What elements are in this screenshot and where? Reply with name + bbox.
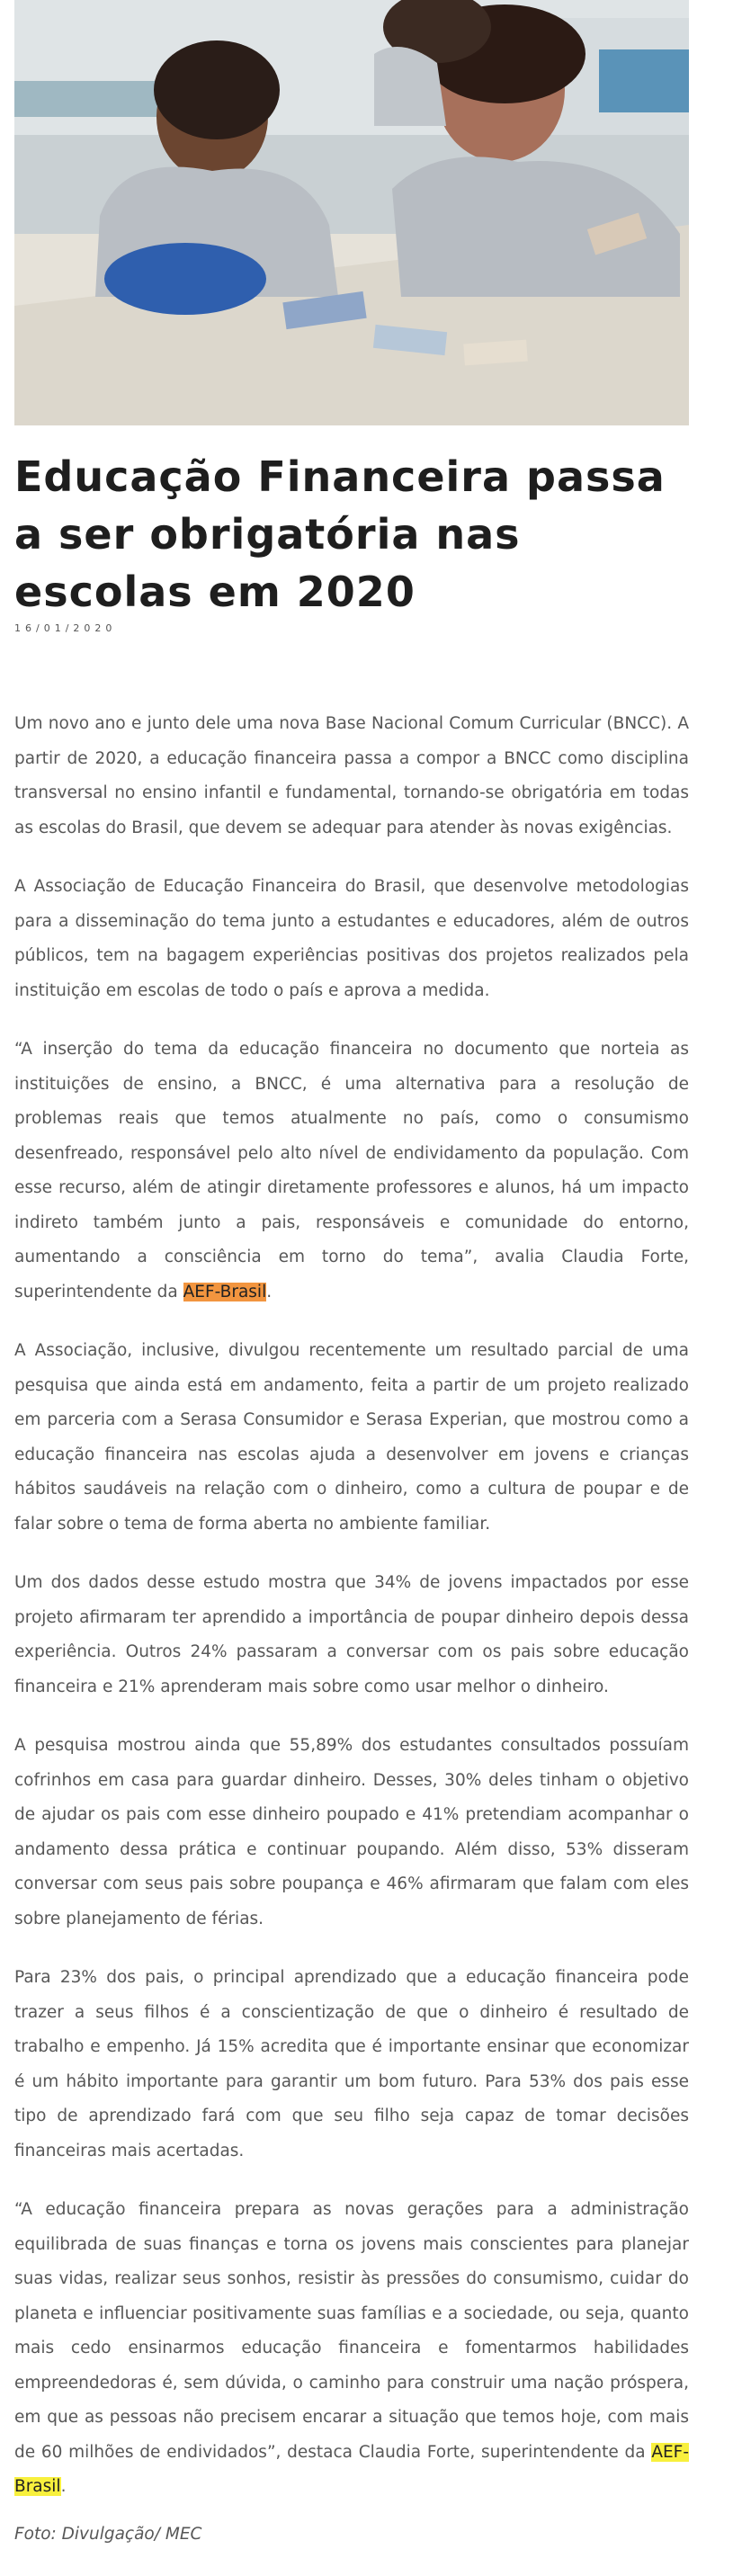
- quote-text: “A educação financeira prepara as novas gerações para a administração equilibrada de suas finanças e torna os jovens mais conscientes para planejar suas vidas, realizar seus sonhos, resistir às pressões do consumismo, cuidar do planeta e influenciar positivamente suas famílias e a sociedade, ou seja, quanto mais cedo ensinarmos educação financeira e fomentarmos habilidades empreendedoras é, sem dúvida, o caminho para construir uma nação próspera, em que as pessoas não precisem encarar a situação que temos hoje, com mais de 60 milhões de endividados”, destaca Claudia Forte, superintendente da: [14, 2200, 689, 2462]
- quote-paragraph: [14, 2193, 689, 2505]
- article-paragraph: Um dos dados desse estudo mostra que 34% de jovens impactados por esse projeto afirmaram ter aprendido a importância de poupar dinheiro depois dessa experiência. Outros 24% passaram a conversar com os pais sobre educação financeira e 21% aprenderam mais sobre como usar melhor o dinheiro.: [14, 1573, 689, 1696]
- article-paragraph: A Associação, inclusive, divulgou recentemente um resultado parcial de uma pesquisa que ainda está em andamento, feita a partir de um projeto realizado em parceria com a Serasa Consumidor e Serasa Experian, que mostrou como a educação financeira nas escolas ajuda a desenvolver em jovens e crianças hábitos saudáveis na relação com o dinheiro, como a cultura de poupar e de falar sobre o tema de forma aberta no ambiente familiar.: [14, 1341, 689, 1534]
- article-paragraph: A pesquisa mostrou ainda que 55,89% dos estudantes consultados possuíam cofrinhos em casa para guardar dinheiro. Desses, 30% deles tinham o objetivo de ajudar os pais com esse dinheiro poupado e 41% pretendiam acompanhar o andamento dessa prática e continuar poupando. Além disso, 53% disseram conversar com seus pais sobre poupança e 46% afirmaram que falam com eles sobre planejamento de férias.: [14, 1736, 689, 1928]
- article-paragraph: A Associação de Educação Financeira do Brasil, que desenvolve metodologias para a disseminação do tema junto a estudantes e educadores, além de outros públicos, tem na bagagem experiências positivas dos projetos realizados pela instituição em escolas de todo o país e aprova a medida.: [14, 877, 689, 1000]
- aef-brasil-highlight: AEF-Brasil: [14, 2442, 689, 2496]
- article-photo: [14, 0, 689, 425]
- aef-brasil-highlight: AEF-Brasil: [183, 1282, 267, 1301]
- quote-paragraph: [14, 1033, 689, 1310]
- article-paragraph: Um novo ano e junto dele uma nova Base Nacional Comum Curricular (BNCC). A partir de 2020, a educação financeira passa a compor a BNCC como disciplina transversal no ensino infantil e fundamental, tornando-se obrigatória em todas as escolas do Brasil, que devem se adequar para atender às novas exigências.: [14, 714, 689, 837]
- quote-end: .: [60, 2477, 67, 2496]
- article-title: Educação Financeira passa a ser obrigatória nas escolas em 2020: [14, 452, 666, 616]
- article-body: [14, 707, 689, 2576]
- article-date: 16/01/2020: [14, 622, 117, 634]
- photo-caption: Foto: Divulgação/ MEC: [14, 2524, 202, 2544]
- article-paragraph: Para 23% dos pais, o principal aprendizado que a educação financeira pode trazer a seus filhos é a conscientização de que o dinheiro é resultado de trabalho e empenho. Já 15% acredita que é importante ensinar que economizar é um hábito importante para garantir um bom futuro. Para 53% dos pais esse tipo de aprendizado fará com que seu filho seja capaz de tomar decisões financeiras mais acertadas.: [14, 1968, 689, 2160]
- quote-text: “A inserção do tema da educação financeira no documento que norteia as instituições de ensino, a BNCC, é uma alternativa para a resolução de problemas reais que temos atualmente no país, como o consumismo desenfreado, responsável pelo alto nível de endividamento da população. Com esse recurso, além de atingir diretamente professores e alunos, há um impacto indireto também junto a pais, responsáveis e comunidade do entorno, aumentando a consciência em torno do tema”, avalia Claudia Forte, superintendente da: [14, 1040, 689, 1301]
- quote-end: .: [266, 1282, 273, 1301]
